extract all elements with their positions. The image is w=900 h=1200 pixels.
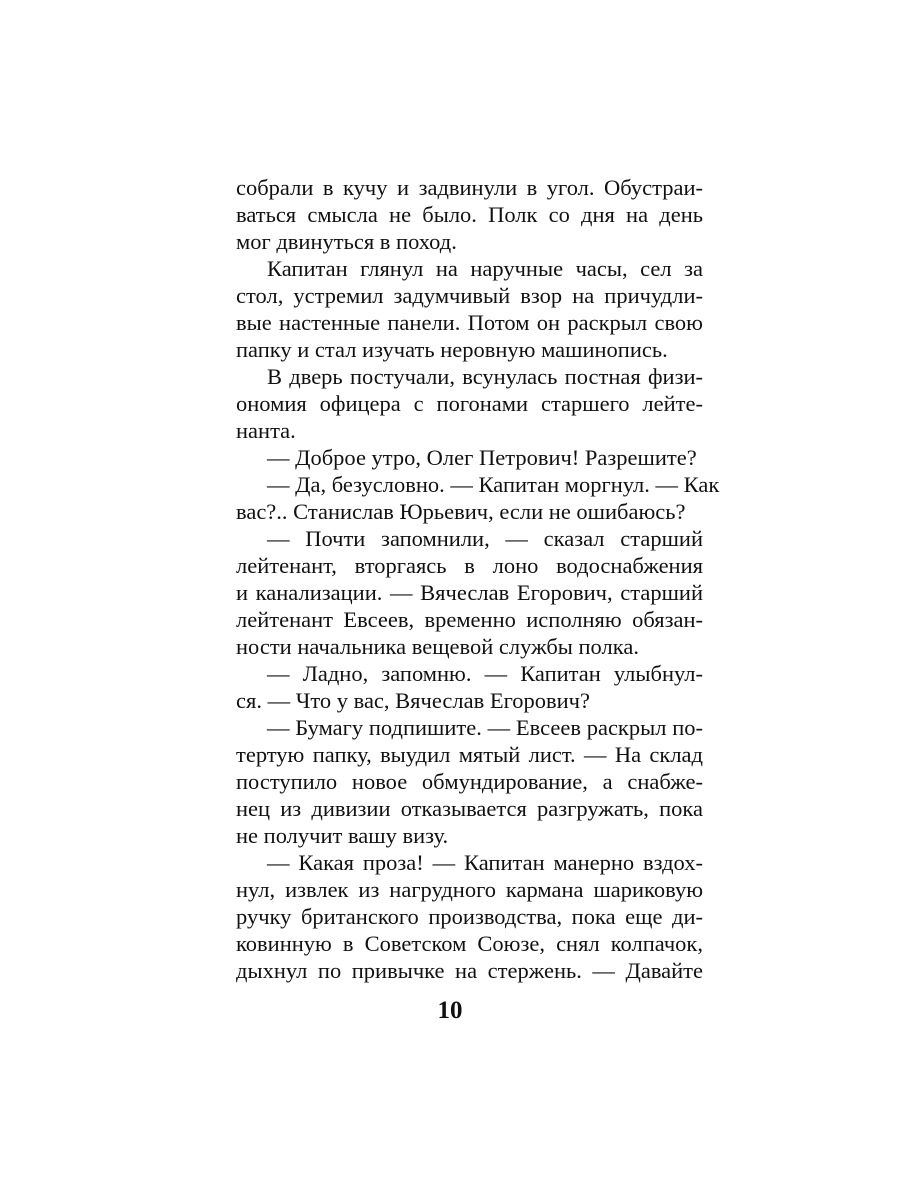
- text-line: поступило новое обмундирование, а снабже-: [236, 769, 703, 794]
- text-line: Капитан глянул на наручные часы, сел за: [267, 256, 703, 281]
- text-line: вые настенные панели. Потом он раскрыл свою: [236, 310, 703, 335]
- text-line: нул, извлек из нагрудного кармана шариковую: [236, 877, 703, 902]
- text-line: ности начальника вещевой службы полка.: [236, 634, 639, 659]
- text-line: — Бумагу подпишите. — Евсеев раскрыл по-: [267, 715, 703, 740]
- body-text: [236, 174, 720, 984]
- text-line: ономия офицера с погонами старшего лейте-: [236, 391, 703, 416]
- text-line: ручку британского производства, пока еще ди-: [236, 904, 703, 929]
- text-line: — Да, безусловно. — Капитан моргнул. — Как: [267, 472, 720, 497]
- text-line: В дверь постучали, всунулась постная физи-: [267, 364, 703, 389]
- text-line: ся. — Что у вас, Вячеслав Егорович?: [236, 688, 590, 713]
- text-line: ковинную в Советском Союзе, снял колпачок,: [236, 931, 703, 956]
- text-line: не получит вашу визу.: [236, 823, 449, 848]
- page-number: 10: [437, 997, 463, 1024]
- text-line: лейтенант Евсеев, временно исполняю обязан-: [236, 607, 703, 632]
- text-line: — Ладно, запомню. — Капитан улыбнул-: [267, 661, 703, 686]
- text-line: папку и стал изучать неровную машинопись.: [236, 337, 668, 362]
- text-line: лейтенант, вторгаясь в лоно водоснабжения: [236, 553, 703, 578]
- text-line: — Почти запомнили, — сказал старший: [267, 526, 703, 551]
- text-line: дыхнул по привычке на стержень. — Давайте: [236, 958, 703, 983]
- text-line: — Какая проза! — Капитан манерно вздох-: [267, 850, 703, 875]
- text-line: тертую папку, выудил мятый лист. — На склад: [236, 742, 703, 767]
- text-line: мог двинуться в поход.: [236, 229, 457, 254]
- text-line: и канализации. — Вячеслав Егорович, старший: [236, 580, 703, 605]
- text-line: стол, устремил задумчивый взор на причудли-: [236, 283, 703, 308]
- text-line: — Доброе утро, Олег Петрович! Разрешите?: [267, 445, 697, 470]
- text-line: ваться смысла не было. Полк со дня на день: [236, 202, 703, 227]
- text-line: вас?.. Станислав Юрьевич, если не ошибаюсь?: [236, 499, 686, 524]
- text-line: нец из дивизии отказывается разгружать, пока: [236, 796, 703, 821]
- text-line: собрали в кучу и задвинули в угол. Обустраи-: [236, 175, 703, 200]
- text-line: нанта.: [236, 418, 296, 443]
